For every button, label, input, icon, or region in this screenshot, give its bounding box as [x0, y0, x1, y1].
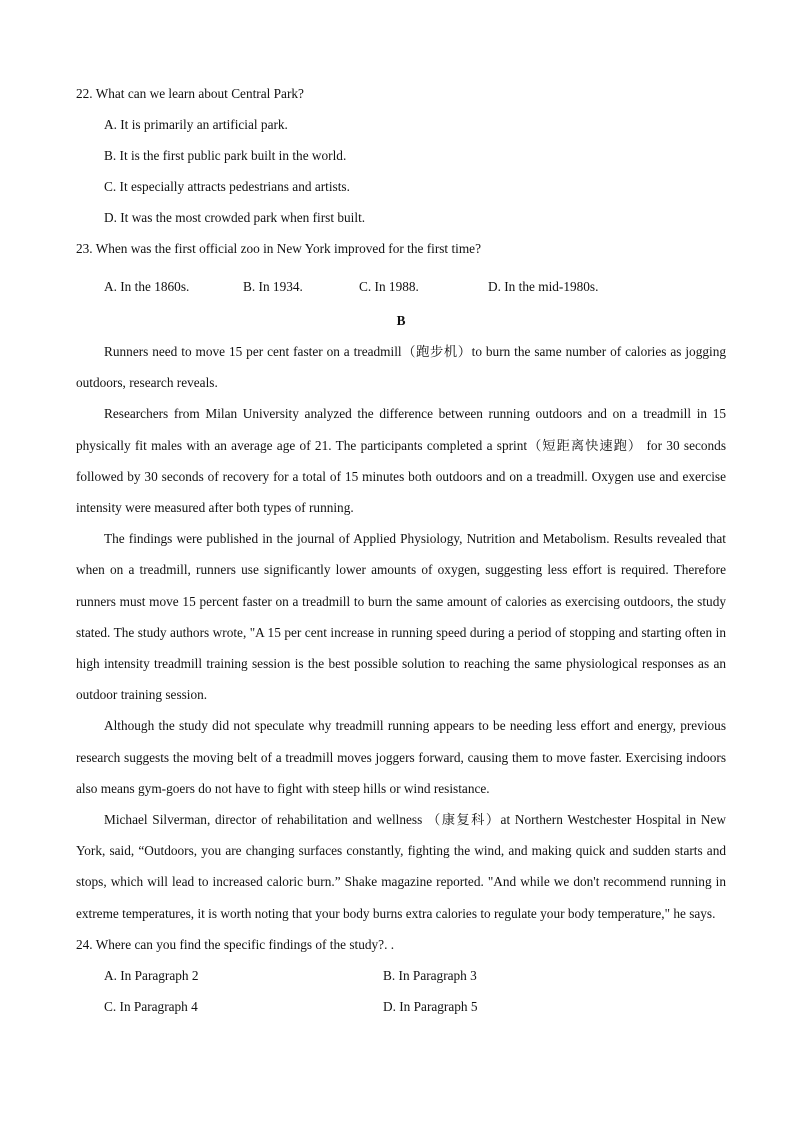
question-22-option-b: B. It is the first public park built in the world.	[104, 148, 347, 163]
question-24-option-b: B. In Paragraph 3	[383, 967, 477, 983]
question-23	[76, 233, 726, 302]
question-23-option-b: B. In 1934.	[243, 279, 303, 294]
question-22	[76, 78, 726, 233]
question-24-option-c: C. In Paragraph 4	[104, 998, 198, 1014]
question-24-options-row-2	[104, 991, 726, 1022]
question-24	[76, 929, 726, 1022]
passage-paragraph-3: The findings were published in the journal of Applied Physiology, Nutrition and Metabolism. Results revealed that when on a treadmill, runners use significantly lower amounts of oxygen, suggesting less effort is required. Therefore runners must move 15 percent faster on a treadmill to burn the same amount of calories as exercising outdoors, the study stated. The study authors wrote, "A 15 per cent increase in running speed during a period of stopping and starting often in high intensity treadmill training session is the best possible solution to reaching the same physiological responses as an outdoor training session.	[76, 531, 726, 703]
passage-paragraph-5: Michael Silverman, director of rehabilitation and wellness （康复科）at Northern Westchester Hospital in New York, said, “Outdoors, you are changing surfaces constantly, fighting the wind, and making quick and sudden starts and stops, which will lead to increased caloric burn.” Shake magazine reported. "And while we don't recommend running in extreme temperatures, it is worth noting that your body burns extra calories to regulate your body temperature," he says.	[76, 812, 726, 921]
question-22-stem: 22. What can we learn about Central Park?	[76, 86, 304, 101]
exam-page	[76, 78, 726, 1022]
question-24-option-d: D. In Paragraph 5	[383, 998, 478, 1014]
question-22-option-c: C. It especially attracts pedestrians and artists.	[104, 179, 350, 194]
section-b	[76, 305, 726, 929]
question-24-options-row-1	[104, 960, 726, 991]
passage-paragraph-1: Runners need to move 15 per cent faster on a treadmill（跑步机）to burn the same number of calories as jogging outdoors, research reveals.	[76, 344, 726, 391]
question-23-option-c: C. In 1988.	[359, 279, 419, 294]
question-22-option-a: A. It is primarily an artificial park.	[104, 117, 288, 132]
passage-paragraph-2: Researchers from Milan University analyzed the difference between running outdoors and on a treadmill in 15 physically fit males with an average age of 21. The participants completed a sprint（短距离快速跑） for 30 seconds followed by 30 seconds of recovery for a total of 15 minutes both outdoors and on a treadmill. Oxygen use and exercise intensity were measured after both types of running.	[76, 406, 726, 516]
question-23-options	[104, 271, 726, 302]
question-24-option-a: A. In Paragraph 2	[104, 967, 199, 983]
question-24-stem: 24. Where can you find the specific findings of the study?. .	[76, 936, 395, 952]
question-23-option-d: D. In the mid-1980s.	[488, 279, 599, 294]
question-23-stem: 23. When was the first official zoo in New York improved for the first time?	[76, 241, 481, 256]
question-22-option-d: D. It was the most crowded park when first built.	[104, 210, 366, 225]
question-23-option-a: A. In the 1860s.	[104, 279, 190, 294]
passage-paragraph-4: Although the study did not speculate why treadmill running appears to be needing less effort and energy, previous research suggests the moving belt of a treadmill moves joggers forward, causing them to move faster. Exercising indoors also means gym-goers do not have to fight with steep hills or wind resistance.	[76, 718, 726, 796]
section-b-title: B	[396, 313, 406, 328]
